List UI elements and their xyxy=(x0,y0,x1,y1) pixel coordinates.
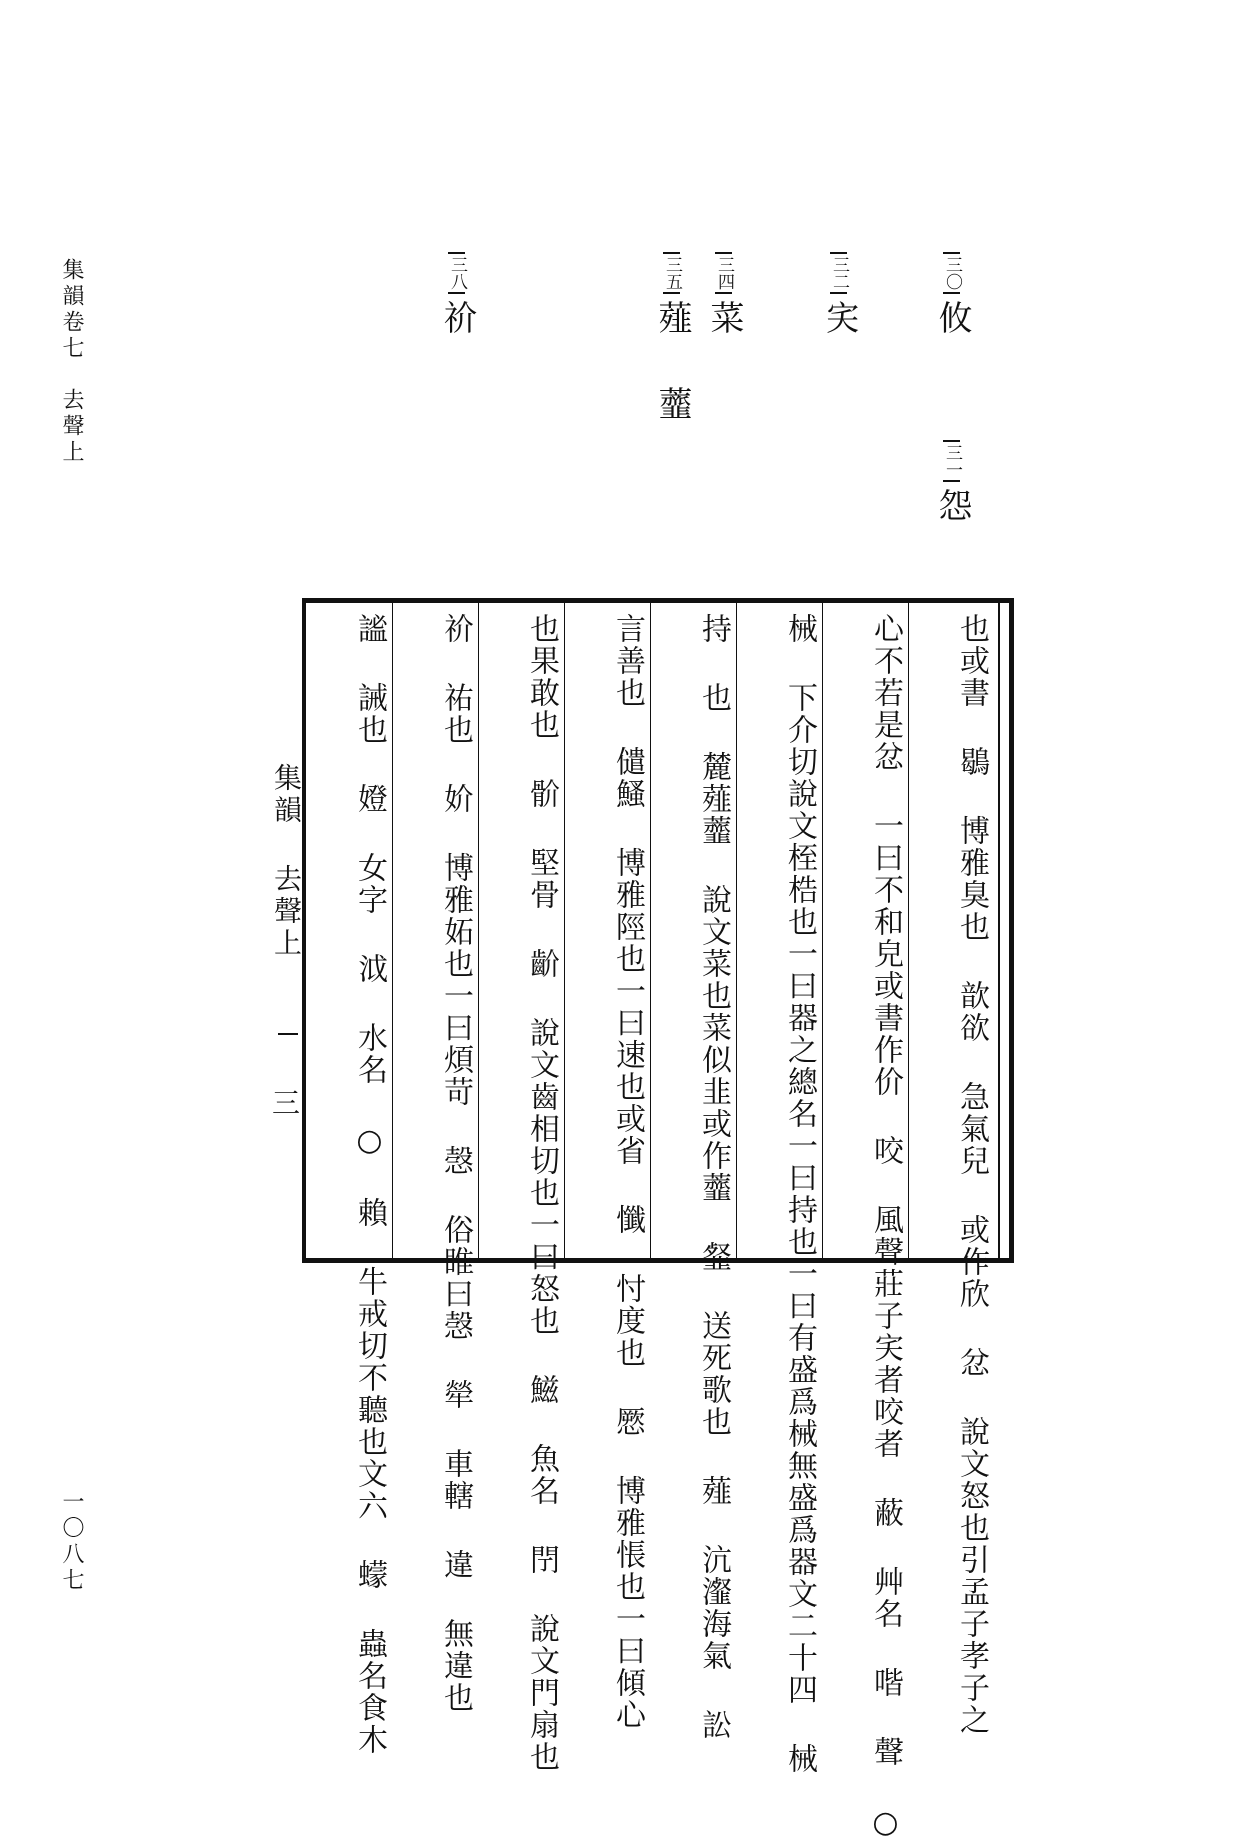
gutter-rule xyxy=(278,1033,298,1035)
column-rule xyxy=(564,603,565,1258)
note-text: 祄 xyxy=(437,300,477,340)
text-column: 祄 祐也 妎 博雅妬也一曰煩苛 愨 俗睢曰愨 犖 車轄 違 無違也 xyxy=(438,613,473,1714)
block-gutter xyxy=(268,603,304,1258)
note-text: 薤 虀 xyxy=(652,300,692,426)
frame-inner-rule xyxy=(998,603,1000,1258)
text-column: 言善也 儙鰠 博雅陘也一曰速也或省 懺 忖度也 憠 博雅悵也一曰傾心 xyxy=(610,613,645,1731)
running-head: 集韻卷七 去聲上 xyxy=(59,258,84,466)
collation-note xyxy=(819,252,859,340)
note-mark: 三〇 xyxy=(943,252,960,294)
note-mark: 三八 xyxy=(448,252,465,294)
text-column: 械 下介切說文桎梏也一曰器之總名一曰持也一曰有盛爲械無盛爲器文二十四 械 xyxy=(782,613,817,1775)
note-text: 攸 xyxy=(932,300,972,340)
note-text: 菜 xyxy=(704,300,744,340)
collation-note xyxy=(652,252,692,426)
note-mark: 三一 xyxy=(943,440,960,482)
printed-page-block xyxy=(268,598,1014,1842)
note-text: 宎 xyxy=(819,300,859,340)
note-mark: 三五 xyxy=(663,252,680,294)
gutter-title: 集韻 去聲上 xyxy=(270,763,303,960)
text-column: 持 也 麓薤虀 說文菜也菜似韭或作虀 韰 送死歌也 薤 沆瀣海氣 訟 xyxy=(696,613,731,1741)
column-rule xyxy=(650,603,651,1258)
text-column: 心不若是忿 一曰不和皃或書作价 咬 風聲莊子宎者咬者 蔽 艸名 喈 聲 ○ xyxy=(868,613,903,1842)
note-mark: 三二 xyxy=(830,252,847,294)
text-column: 謐 誡也 嬁 女字 泧 水名 ○ 賴 牛戒切不聽也文六 蠓 蟲名食木 xyxy=(352,613,387,1756)
column-rule xyxy=(736,603,737,1258)
column-rule xyxy=(908,603,909,1258)
collation-note xyxy=(704,252,744,340)
text-column: 也或書 鶡 博雅臭也 歆欲 急氣兒 或作欣 忿 說文怒也引孟子孝子之 xyxy=(954,613,989,1736)
column-rule xyxy=(392,603,393,1258)
collation-note xyxy=(437,252,477,340)
page-number: 一〇八七 xyxy=(59,1490,84,1594)
column-rule xyxy=(478,603,479,1258)
gutter-number: 三 xyxy=(268,1088,301,1116)
collation-note xyxy=(932,252,972,340)
note-text: 怨 xyxy=(932,488,972,528)
text-column: 也果敢也 骱 堅骨 齘 說文齒相切也一曰怒也 鰦 魚名 閅 說文門扇也 xyxy=(524,613,559,1773)
collation-note xyxy=(932,440,972,528)
note-mark: 三四 xyxy=(715,252,732,294)
column-rule xyxy=(822,603,823,1258)
